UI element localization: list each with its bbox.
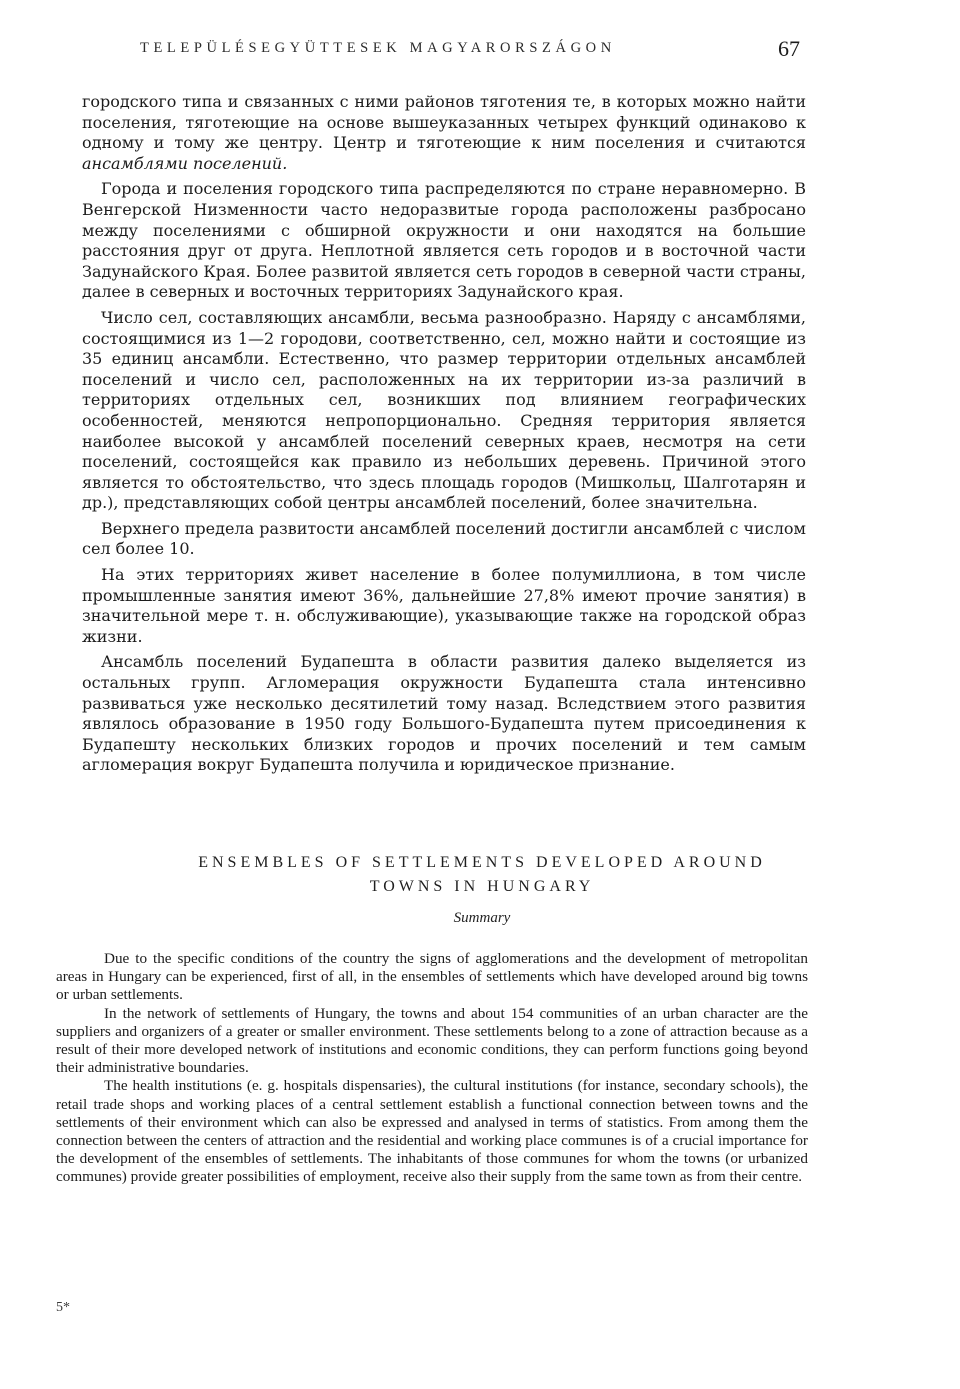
summary-title-line-1: ENSEMBLES OF SETTLEMENTS DEVELOPED AROUND bbox=[198, 854, 766, 871]
russian-paragraph-1 bbox=[82, 92, 806, 174]
running-title: TELEPÜLÉSEGYÜTTESEK MAGYARORSZÁGON bbox=[140, 40, 616, 56]
summary-title-line-2: TOWNS IN HUNGARY bbox=[369, 878, 595, 895]
english-paragraph-2: In the network of settlements of Hungary, the towns and about 154 communities of an urban character are the suppliers and organizers of a greater or smaller environment. These settlements belong to a zone of attraction because as a result of their more developed network of institutions and economic conditions, they can perform functions going beyond their administrative boundaries. bbox=[56, 1004, 808, 1077]
running-head bbox=[140, 38, 800, 62]
russian-paragraph-2: Города и поселения городского типа распределяются по стране неравномерно. В Венгерской Низменности часто недоразвитые города расположены разбросано между поселениями с обширной окружности и они находятся на большие расстояния друг от друга. Неплотной является сеть городов и в восточной части Задунайского Края. Более развитой является сеть городов в северной части страны, далее в северных и восточных территориях Задунайского края. bbox=[82, 179, 806, 302]
russian-text-body bbox=[82, 92, 806, 781]
russian-paragraph-4: Верхнего предела развитости ансамблей поселений достигли ансамблей с числом сел более 10. bbox=[82, 518, 806, 559]
russian-paragraph-3: Число сел, составляющих ансамбли, весьма разнообразно. Наряду с ансамблями, состоящимися из 1—2 городови, соответственно, сел, можно найти и состоящие из 35 единиц ансамбли. Естественно, что размер территории отдельных ансамблей поселений и число сел, расположенных на их территории из-за различий в территориях отдельных сел, возникших под влиянием географических особенностей, меняются непропорционально. Средняя территория является наиболее высокой у ансамблей поселений северных краев, несмотря на сети поселений, состоящейся как правило из небольших деревень. Причиной этого является то обстоятельство, что здесь площадь городов (Мишкольц, Шалготарян и др.), представляющих собой центры ансамблей поселений, более значительна. bbox=[82, 307, 806, 513]
russian-paragraph-6: Ансамбль поселений Будапешта в области развития далеко выделяется из остальных групп. Агломерация окружности Будапешта стала интенсивно развиваться уже несколько десятилетий тому назад. Вследствием этого развития являлось образование в 1950 году Большого-Будапешта путем присоединения к Будапешту нескольких близких городов и прочих поселений и тем самым агломерация вокруг Будапешта получила и юридическое признание. bbox=[82, 652, 806, 775]
summary-title bbox=[60, 851, 904, 899]
english-summary-body bbox=[56, 950, 808, 1187]
page-number: 67 bbox=[778, 36, 800, 61]
summary-label: Summary bbox=[453, 910, 511, 926]
russian-paragraph-1-emphasis: ансамблями поселений. bbox=[82, 153, 288, 173]
russian-paragraph-1-text: городского типа и связанных с ними районов тяготения те, в которых можно найти поселения, тяготеющие на основе вышеуказанных четырех функций одинаково к одному и тому же центру. Центр и тяготеющие к ним поселения и считаются bbox=[82, 92, 806, 153]
signature-mark: 5* bbox=[56, 1300, 70, 1315]
russian-paragraph-5: На этих территориях живет население в более полумиллиона, в том числе промышленные занятия имеют 36%, дальнейшие 27,8% имеют прочие занятия) в значительной мере т. н. обслуживающие), указывающие также на городской образ жизни. bbox=[82, 565, 806, 646]
english-paragraph-3: The health institutions (e. g. hospitals dispensaries), the cultural institutions (for instance, secondary schools), the retail trade shops and working places of a central settlement establish a functional connection between towns and the settlements of their environment which can also be expressed and analysed in terms of statistics. From among them the connection between the centers of attraction and the residential and working place communes is of a crucial importance for the development of the ensembles of settlements. The inhabitants of those communes for whom the towns (or urbanized communes) provide greater possibilities of employment, receive also their supply from the same town as from their centre. bbox=[56, 1077, 808, 1186]
english-paragraph-1: Due to the specific conditions of the country the signs of agglomerations and the development of metropolitan areas in Hungary can be experienced, first of all, in the ensembles of settlements which have developed around big towns or urban settlements. bbox=[56, 950, 808, 1004]
